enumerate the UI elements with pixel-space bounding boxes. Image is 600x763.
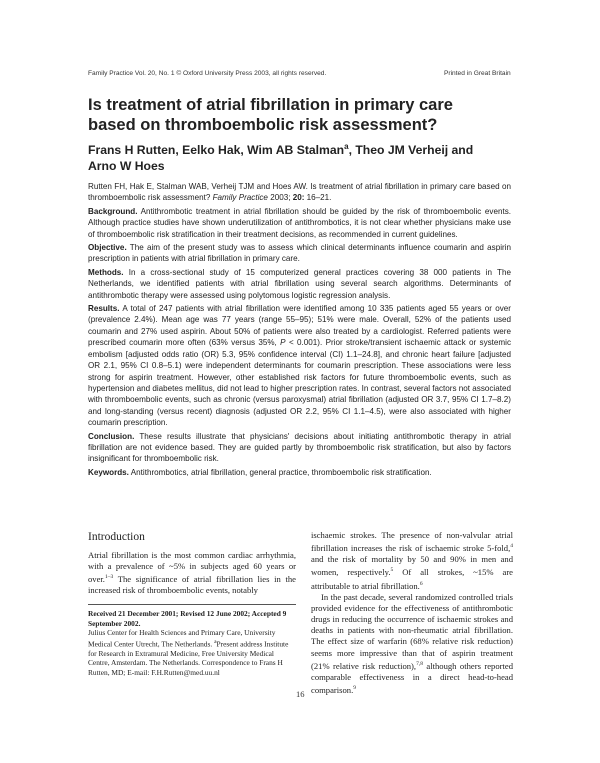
author-affil-sup: a [344, 142, 349, 151]
abstract-methods: Methods. In a cross-sectional study of 15 computerized general practices covering 38 000 patients in The Netherlands, we identified patients with atrial fibrillation using several search algorithms. Determinants of antithrombotic therapy were assessed using polytomous logistic regression analysis. [88, 267, 511, 300]
journal-header: Family Practice Vol. 20, No. 1 © Oxford University Press 2003, all rights reserved. [88, 70, 327, 77]
affiliation: Julius Center for Health Sciences and Primary Care, University Medical Center Utrecht, The Netherlands. $^a$Present address Institute for Research in Extramural Medicine, Free University Medical Centre, Amsterdam. The Netherlands. Correspondence to Frans H Rutten, MD; E-mail: F.H.Rutten@med.uu.nl [88, 628, 289, 678]
authors-part-2: , Theo JM Verheij and [348, 143, 474, 158]
received-dates: Received 21 December 2001; Revised 12 June 2002; Accepted 9 September 2002. [88, 609, 287, 628]
abstract-results: Results. A total of 247 patients with atrial fibrillation were identified among 10 335 patients aged 55 years or over (prevalence 2.4%). Mean age was 77 years (range 55–95); 51% were male. Overall, 52% of the patients used coumarin and 27% used aspirin. About 50% of patients were also treated by a cardiologist. Referred patients were prescribed coumarin more often (63% versus 35%, P < 0.001). Prior stroke/transient ischaemic attack or systemic embolism [adjusted odds ratio (OR) 5.3, 95% confidence interval (CI) 1.1–24.8], and chronic heart failure [adjusted OR 2.1, 95% CI 0.8–5.1) were independent determinants for coumarin prescription. These associations were less strong for aspirin treatment. However, other established risk factors for future thromboembolic events, such as hypertension and diabetes mellitus, did not lead to higher prescription rates. In contrast, several factors not associated with thromboembolic events, such as chronic (versus paroxysmal) atrial fibrillation (adjusted OR 3.7, 95% CI 1.7–8.2) and long-standing (versus recent) diagnosis (adjusted OR 2.2, 95% CI 1.1–4.5), were also associated with higher coumarin prescription. [88, 304, 511, 428]
abstract-background: Background. Antithrombotic treatment in atrial fibrillation should be guided by the risk of thromboembolic events. Although practice studies have shown underutilization of antithrombotics, it is not clear whether physicians make use of thromboembolic risk stratification in their treatment decisions, as recommended in current guidelines. [88, 206, 511, 239]
abstract-conclusion: Conclusion. These results illustrate that physicians' decisions about initiating antithrombotic therapy in atrial fibrillation are not evidence based. They are guided partly by thromboembolic risk stratification, but also by factors insignificant for thromboembolic risk. [88, 431, 511, 464]
title-line-1: Is treatment of atrial fibrillation in primary care [88, 96, 453, 114]
introduction-heading: Introduction [88, 531, 145, 543]
authors-line-2: Arno W Hoes [88, 159, 165, 174]
abstract-keywords: Keywords. Antithrombotics, atrial fibrillation, general practice, thromboembolic risk stratification. [88, 467, 432, 477]
author-list [88, 139, 473, 174]
page-number: 16 [296, 689, 305, 699]
intro-paragraph-2: ischaemic strokes. The presence of non-valvular atrial fibrillation increases the risk of ischaemic stroke 5-fold,$^4$ and the risk of mortality by 50 and 90% in men and women, respectively.$^5$ Of all strokes, ~15% are attributable to atrial fibrillation.$^6$ [311, 530, 513, 591]
intro-paragraph-1: Atrial fibrillation is the most common cardiac arrhythmia, with a prevalence of ~5% in subjects aged 60 years or over.$^{1-3}$ The significance of atrial fibrillation lies in the increased risk of thromboembolic events, notably [88, 550, 296, 596]
abstract-objective: Objective. The aim of the present study was to assess which clinical determinants influence coumarin and aspirin prescription in patients with atrial fibrillation in primary care. [88, 243, 511, 264]
authors-part-1: Frans H Rutten, Eelko Hak, Wim AB Stalman [88, 143, 345, 158]
footnote [88, 609, 296, 678]
printed-in: Printed in Great Britain [444, 70, 511, 77]
intro-paragraph-3: In the past decade, several randomized controlled trials provided evidence for the effectiveness of antithrombotic drugs in reducing the occurrence of ischaemic strokes and deaths in patients with non-rheumatic atrial fibrillation. The effect size of warfarin (68% relative risk reduction) seems more impressive than that of aspirin treatment (21% relative risk reduction),$^{7,8}$ although others reported comparable effectiveness in a direct head-to-head comparison.$^9$ [311, 591, 513, 695]
title-line-2: based on thromboembolic risk assessment? [88, 116, 438, 134]
intro-column-2 [311, 530, 513, 696]
abstract [88, 181, 511, 478]
citation: Rutten FH, Hak E, Stalman WAB, Verheij TJM and Hoes AW. Is treatment of atrial fibrillation in primary care based on thromboembolic risk assessment? Family Practice 2003; 20: 16–21. [88, 182, 511, 203]
article-title [88, 95, 453, 135]
footnote-divider [88, 604, 296, 605]
